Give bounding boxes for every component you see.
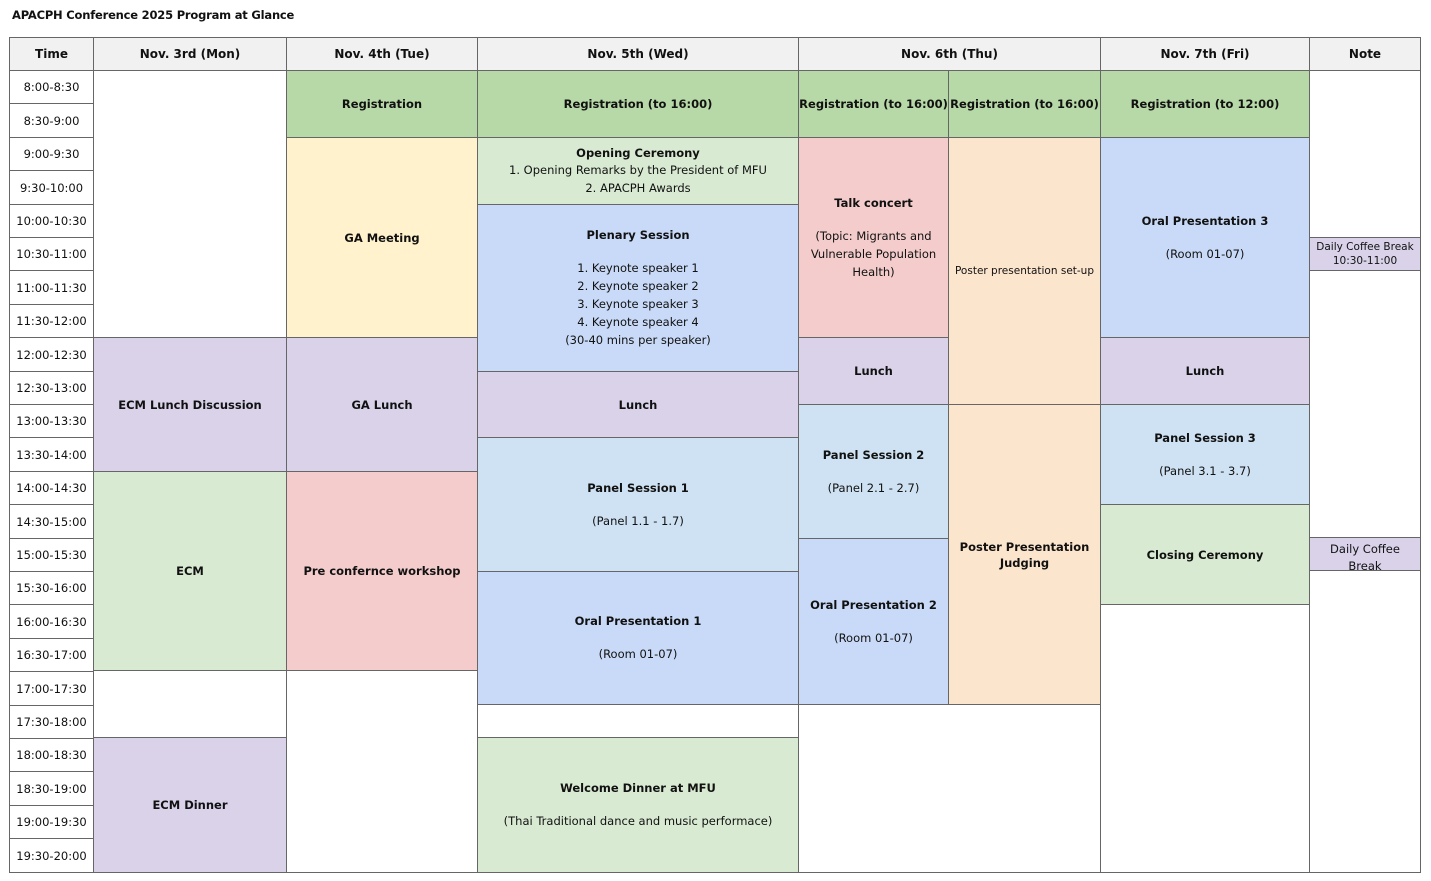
note-coffee-break-am — [1309, 237, 1421, 271]
tue-ga-lunch — [286, 337, 478, 472]
keynote-list — [577, 259, 698, 331]
fri-registration — [1100, 70, 1310, 138]
event-title: Registration (to 12:00) — [1130, 97, 1280, 111]
event-title: Panel Session 2 — [822, 447, 925, 462]
event-title: Lunch — [854, 364, 893, 378]
event-title: Lunch — [1185, 364, 1225, 378]
event-title: Panel Session 3 — [1154, 430, 1256, 445]
list-item: 3. Keynote speaker 3 — [577, 297, 699, 311]
wed-free — [477, 704, 799, 738]
time-slot: 14:00-14:30 — [9, 471, 94, 505]
event-sub: Health) — [852, 264, 895, 279]
fri-panel-session-3 — [1100, 404, 1310, 505]
mon-free-evening — [93, 670, 287, 738]
event-title: Panel Session 1 — [587, 480, 689, 495]
time-slot: 15:30-16:00 — [9, 571, 94, 605]
event-line: 1. Opening Remarks by the President of MFU — [509, 163, 767, 177]
event-title: Registration (to 16:00) — [563, 97, 713, 111]
list-item: 1. Keynote speaker 1 — [577, 261, 699, 275]
time-slot: 10:30-11:00 — [9, 237, 94, 271]
event-title: Poster Presentation — [959, 539, 1090, 554]
event-line: 2. APACPH Awards — [585, 181, 691, 195]
event-sub: (Panel 3.1 - 3.7) — [1159, 463, 1251, 478]
time-slot: 17:00-17:30 — [9, 671, 94, 706]
event-title: Closing Ceremony — [1146, 547, 1264, 562]
time-slot: 18:00-18:30 — [9, 738, 94, 772]
header-thu: Nov. 6th (Thu) — [798, 37, 1101, 71]
time-slot: 13:00-13:30 — [9, 404, 94, 438]
thu-panel-session-2 — [798, 404, 949, 539]
event-title: Oral Presentation 1 — [574, 614, 702, 628]
header-time: Time — [9, 37, 94, 71]
event-title: Oral Presentation 2 — [810, 597, 937, 612]
event-sub: (Topic: Migrants and — [815, 228, 932, 243]
wed-panel-session-1 — [477, 437, 799, 572]
note-line: Daily Coffee — [1330, 542, 1400, 556]
time-slot: 16:30-17:00 — [9, 638, 94, 672]
note-column — [1309, 70, 1421, 873]
header-note: Note — [1309, 37, 1421, 71]
thu-poster-judging — [948, 404, 1101, 705]
note-line: 10:30-11:00 — [1332, 255, 1398, 267]
time-slot: 11:30-12:00 — [9, 304, 94, 338]
event-title: Pre confernce workshop — [303, 564, 461, 578]
tue-ga-meeting — [286, 137, 478, 338]
wed-welcome-dinner — [477, 737, 799, 873]
event-title: Judging — [999, 555, 1050, 570]
event-title: Oral Presentation 3 — [1141, 213, 1269, 228]
event-sub: (Panel 2.1 - 2.7) — [827, 480, 920, 495]
wed-plenary-session — [477, 204, 799, 372]
event-note: (30-40 mins per speaker) — [565, 333, 711, 347]
time-slot: 19:00-19:30 — [9, 805, 94, 839]
note-line: Daily Coffee Break — [1316, 241, 1414, 253]
event-title: ECM — [176, 564, 204, 578]
thu-free-evening — [798, 704, 1101, 873]
event-title: Registration — [341, 97, 423, 111]
event-title: GA Lunch — [351, 397, 413, 412]
tue-registration — [286, 70, 478, 138]
event-title: Opening Ceremony — [576, 146, 700, 160]
thu-registration-b — [948, 70, 1101, 138]
event-sub: (Room 01-07) — [834, 630, 913, 645]
time-slot: 15:00-15:30 — [9, 538, 94, 572]
event-title: Welcome Dinner at MFU — [560, 781, 716, 795]
event-sub: (Room 01-07) — [598, 647, 678, 661]
mon-ecm-lunch-discussion — [93, 337, 287, 472]
event-sub: (Room 01-07) — [1165, 246, 1245, 261]
event-title: Plenary Session — [586, 228, 690, 242]
header-tue: Nov. 4th (Tue) — [286, 37, 478, 71]
event-title: Talk concert — [834, 195, 913, 210]
time-slot: 19:30-20:00 — [9, 838, 94, 873]
time-slot: 8:30-9:00 — [9, 103, 94, 138]
event-title: ECM Lunch Discussion — [118, 397, 262, 412]
time-slot: 10:00-10:30 — [9, 204, 94, 238]
time-slot: 12:30-13:00 — [9, 371, 94, 405]
fri-free-evening — [1100, 604, 1310, 873]
header-fri: Nov. 7th (Fri) — [1100, 37, 1310, 71]
mon-ecm — [93, 471, 287, 671]
event-title: Lunch — [618, 397, 658, 412]
page-title: APACPH Conference 2025 Program at Glance — [12, 8, 295, 22]
mon-free-morning — [93, 70, 287, 338]
wed-opening-ceremony — [477, 137, 799, 205]
fri-oral-presentation-3 — [1100, 137, 1310, 338]
time-slot: 14:30-15:00 — [9, 504, 94, 539]
tue-preconference-workshop — [286, 471, 478, 671]
time-slot: 9:00-9:30 — [9, 137, 94, 171]
event-sub: (Panel 1.1 - 1.7) — [592, 513, 684, 528]
header-mon: Nov. 3rd (Mon) — [93, 37, 287, 71]
time-slot: 13:30-14:00 — [9, 437, 94, 472]
thu-oral-presentation-2 — [798, 538, 949, 705]
event-title: ECM Dinner — [152, 798, 228, 812]
wed-registration — [477, 70, 799, 138]
time-slot: 17:30-18:00 — [9, 705, 94, 739]
list-item: 2. Keynote speaker 2 — [577, 279, 699, 293]
event-title: Poster presentation set-up — [954, 264, 1095, 277]
wed-oral-presentation-1 — [477, 571, 799, 705]
list-item: 4. Keynote speaker 4 — [577, 315, 699, 329]
thu-lunch — [798, 337, 949, 405]
time-slot: 18:30-19:00 — [9, 771, 94, 806]
event-sub: (Thai Traditional dance and music performace) — [503, 814, 773, 828]
event-title: Registration (to 16:00) — [799, 97, 948, 111]
event-title: GA Meeting — [344, 230, 420, 245]
note-line: Break — [1348, 559, 1382, 571]
fri-closing-ceremony — [1100, 504, 1310, 605]
tue-free-evening — [286, 670, 478, 873]
wed-lunch — [477, 371, 799, 438]
mon-ecm-dinner — [93, 737, 287, 873]
time-slot: 8:00-8:30 — [9, 70, 94, 104]
time-slot: 12:00-12:30 — [9, 337, 94, 372]
time-slot: 16:00-16:30 — [9, 604, 94, 639]
thu-talk-concert — [798, 137, 949, 338]
time-slot: 9:30-10:00 — [9, 170, 94, 205]
event-title: Registration (to 16:00) — [950, 97, 1099, 111]
thu-poster-setup — [948, 137, 1101, 405]
header-wed: Nov. 5th (Wed) — [477, 37, 799, 71]
event-sub: Vulnerable Population — [810, 246, 937, 261]
time-slot: 11:00-11:30 — [9, 270, 94, 305]
note-coffee-break-pm — [1309, 537, 1421, 571]
thu-registration-a — [798, 70, 949, 138]
fri-lunch — [1100, 337, 1310, 405]
